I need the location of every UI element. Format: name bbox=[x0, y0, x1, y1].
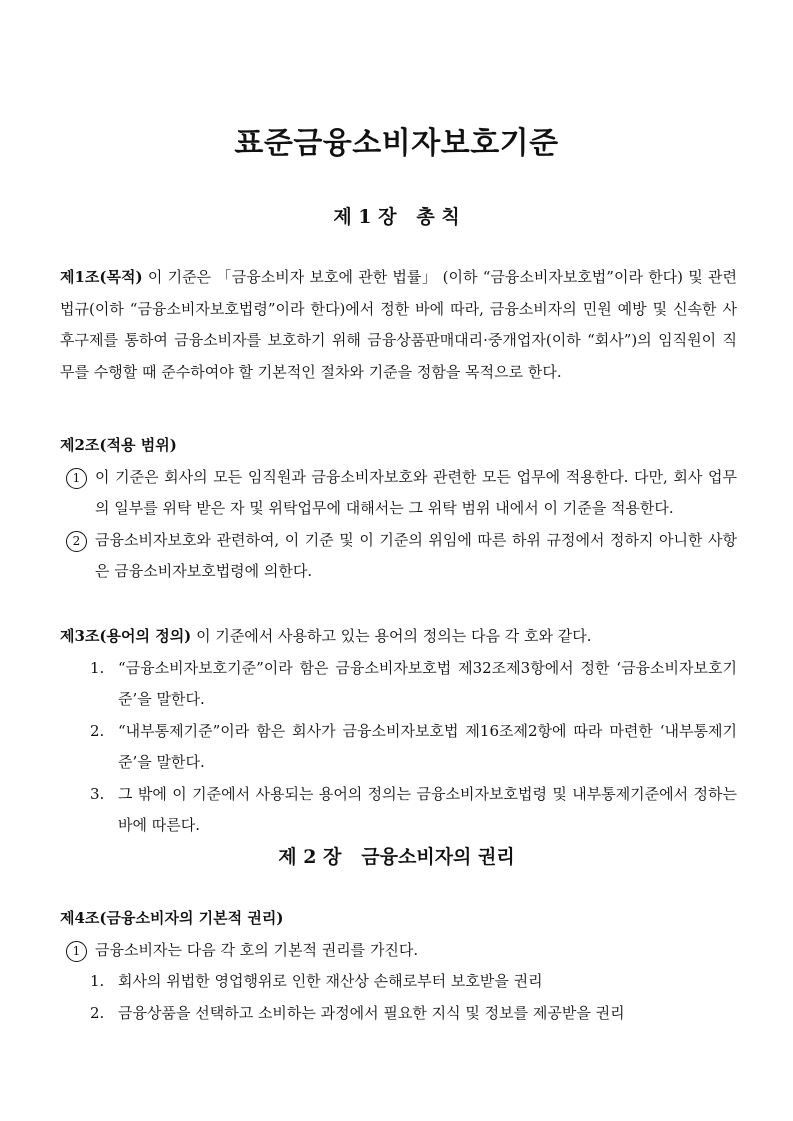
chapter-1-title: 총 칙 bbox=[416, 206, 460, 228]
item-number: 3. bbox=[90, 784, 105, 803]
article-4-item-1 bbox=[90, 966, 737, 998]
chapter-2-label: 제 2 장 bbox=[278, 846, 342, 868]
paragraph-marker: 2 bbox=[66, 531, 87, 552]
article-2 bbox=[60, 430, 737, 588]
article-2-heading: 제2조(적용 범위) bbox=[60, 436, 177, 454]
article-3-intro-line bbox=[60, 621, 737, 653]
article-3-items bbox=[60, 653, 737, 842]
item-number: 2. bbox=[90, 1003, 105, 1022]
article-2-paragraph-2 bbox=[60, 525, 737, 588]
paragraph-marker: 1 bbox=[66, 468, 87, 489]
article-4 bbox=[60, 903, 737, 1029]
article-4-heading: 제4조(금융소비자의 기본적 권리) bbox=[60, 909, 284, 927]
item-text: 금융상품을 선택하고 소비하는 과정에서 필요한 지식 및 정보를 제공받을 권리 bbox=[118, 1003, 625, 1022]
article-4-paragraph-1 bbox=[60, 935, 737, 967]
chapter-2-heading bbox=[0, 842, 793, 872]
chapter-1-label: 제 1 장 bbox=[333, 206, 397, 228]
item-number: 1. bbox=[90, 972, 105, 990]
article-1 bbox=[60, 262, 737, 388]
article-2-paragraph-1 bbox=[60, 462, 737, 525]
article-3-item-2 bbox=[90, 716, 737, 779]
paragraph-text: 이 기준은 회사의 모든 임직원과 금융소비자보호와 관련한 모든 업무에 적용한다. 다만, 회사 업무의 일부를 위탁 받은 자 및 위탁업무에 대해서는 그 위탁 범위 내에서 이 기준을 적용한다. bbox=[95, 467, 737, 517]
article-3-item-1 bbox=[90, 653, 737, 716]
article-1-text: 이 기준은 「금융소비자 보호에 관한 법률」 (이하 “금융소비자보호법”이라 한다) 및 관련 법규(이하 “금융소비자보호법령”이라 한다)에서 정한 바에 따라, 금융소비자의 민원 예방 및 신속한 사후구제를 통하여 금융소비자를 보호하기 위해 금융상품판매대리·중개업자(이하 “회사”)의 임직원이 직무를 수행할 때 준수하여야 할 기본적인 절차와 기준을 정함을 목적으로 한다. bbox=[60, 268, 737, 381]
paragraph-text: 금융소비자는 다음 각 호의 기본적 권리를 가진다. bbox=[95, 940, 419, 959]
chapter-1-heading bbox=[0, 202, 793, 232]
chapter-2-title: 금융소비자의 권리 bbox=[361, 846, 515, 868]
article-4-item-2 bbox=[90, 998, 737, 1030]
article-3-intro: 이 기준에서 사용하고 있는 용어의 정의는 다음 각 호와 같다. bbox=[191, 627, 592, 645]
item-text: “내부통제기준”이라 함은 회사가 금융소비자보호법 제16조제2항에 따라 마련한 ‘내부통제기준’을 말한다. bbox=[118, 721, 737, 771]
document-title: 표준금융소비자보호기준 bbox=[234, 126, 559, 161]
article-1-heading: 제1조(목적) bbox=[60, 268, 143, 286]
article-3-item-3 bbox=[90, 779, 737, 842]
paragraph-text: 금융소비자보호와 관련하여, 이 기준 및 이 기준의 위임에 따른 하위 규정에서 정하지 아니한 사항은 금융소비자보호법령에 의한다. bbox=[95, 530, 737, 580]
paragraph-marker: 1 bbox=[66, 941, 87, 962]
article-3 bbox=[60, 621, 737, 842]
article-4-items bbox=[60, 966, 737, 1029]
item-number: 2. bbox=[90, 721, 105, 740]
item-text: 회사의 위법한 영업행위로 인한 재산상 손해로부터 보호받을 권리 bbox=[118, 972, 543, 990]
item-text: 그 밖에 이 기준에서 사용되는 용어의 정의는 금융소비자보호법령 및 내부통제기준에서 정하는 바에 따른다. bbox=[118, 784, 737, 834]
item-text: “금융소비자보호기준”이라 함은 금융소비자보호법 제32조제3항에서 정한 ‘금융소비자보호기준’을 말한다. bbox=[118, 658, 737, 708]
item-number: 1. bbox=[90, 658, 105, 677]
article-3-heading: 제3조(용어의 정의) bbox=[60, 627, 192, 645]
